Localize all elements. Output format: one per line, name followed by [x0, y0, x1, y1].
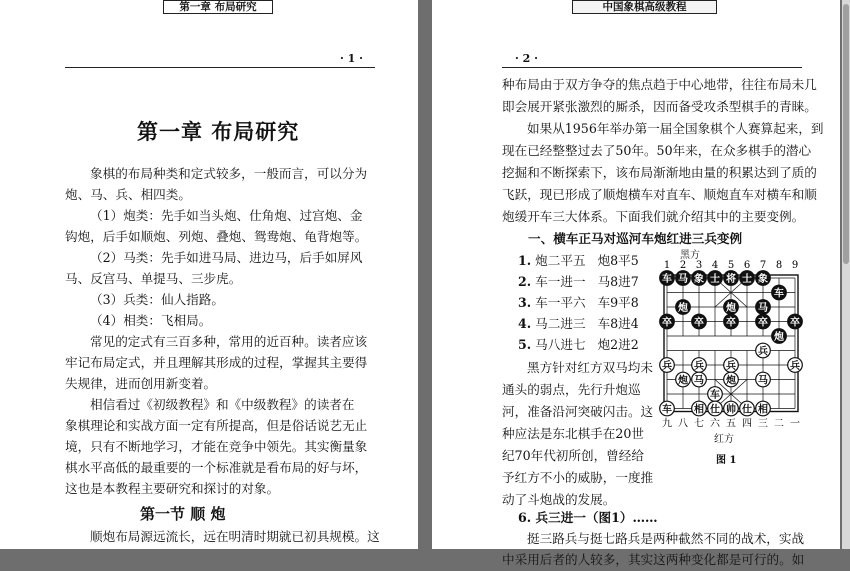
file-number-top: 3: [695, 260, 703, 271]
move-number: 5.: [518, 337, 532, 352]
file-number-top: 6: [743, 260, 751, 271]
piece-label: 相: [758, 404, 768, 416]
black-move: 马8进7: [597, 274, 639, 289]
paragraph: 种布局由于双方争夺的焦点趋于中心地带，往往布局未几: [502, 77, 817, 92]
piece-label: 象: [694, 273, 704, 285]
file-number-bottom: 二: [774, 418, 784, 430]
red-move: 马二进三: [535, 316, 586, 331]
paragraph: 现在已经整整过去了50年。50年来，在众多棋手的潜心: [502, 143, 812, 158]
black-move: 炮8平5: [597, 253, 639, 268]
header-rule: [65, 67, 375, 68]
piece-label: 车: [662, 404, 672, 416]
right-page: [432, 0, 840, 567]
black-move: 炮2进2: [597, 337, 639, 352]
piece-label: 卒: [726, 317, 736, 329]
piece-label: 炮: [726, 375, 736, 387]
piece-label: 相: [694, 404, 704, 416]
red-move: 车一进一: [535, 274, 586, 289]
piece-label: 卒: [790, 317, 800, 329]
comment-line: 予红方不小的威胁，一度推: [502, 470, 654, 485]
piece-label: 士: [742, 273, 752, 285]
piece-label: 帅: [726, 404, 736, 416]
header-book-title: 中国象棋高级教程: [602, 1, 687, 13]
file-number-top: 4: [711, 260, 719, 271]
file-number-bottom: 一: [790, 418, 800, 430]
xiangqi-board: [656, 258, 806, 428]
paragraph: 中采用后者的人较多，其实这两种变化都是可行的。如: [502, 552, 805, 567]
black-side-label: 黑方: [680, 250, 700, 261]
move-line: [518, 313, 639, 334]
piece-label: 炮: [774, 331, 784, 343]
piece-label: 卒: [694, 317, 704, 329]
comment-line: 通头的弱点，先行升炮巡: [502, 382, 641, 397]
move-number: 2.: [518, 274, 532, 289]
piece-label: 兵: [694, 360, 704, 372]
piece-label: 炮: [678, 302, 688, 314]
file-number-top: 5: [727, 260, 735, 271]
piece-label: 马: [694, 375, 704, 387]
paragraph: 如果从1956年举办第一届全国象棋个人赛算起来，到: [527, 121, 824, 136]
file-number-bottom: 三: [758, 418, 768, 430]
chapter-title: 第一章 布局研究: [137, 119, 300, 144]
paragraph: 挺三路兵与挺七路兵是两种截然不同的战术，实战: [527, 531, 805, 546]
scrollbar-thumb[interactable]: [843, 4, 849, 264]
move-line: [518, 292, 639, 313]
paragraph: （2）马类：先手如进马局、进边马，后手如屏风: [90, 250, 363, 265]
paragraph: 境，只有不断地学习，才能在竞争中领先。其实衡量象: [65, 439, 368, 454]
file-number-bottom: 九: [662, 418, 672, 430]
file-number-bottom: 六: [710, 418, 720, 430]
piece-label: 车: [774, 288, 784, 300]
paragraph: 相信看过《初级教程》和《中级教程》的读者在: [90, 397, 355, 412]
red-move: 车一平六: [535, 295, 586, 310]
left-page: [0, 0, 418, 549]
comment-line: 种应法是东北棋手在20世: [502, 426, 644, 441]
header-book-box: [572, 0, 717, 14]
piece-label: 士: [710, 273, 720, 285]
file-number-top: 9: [791, 260, 799, 271]
paragraph: 这也是本教程主要研究和探讨的对象。: [65, 481, 280, 496]
paragraph: 象棋的布局种类和定式较多，一般而言，可以分为: [90, 166, 368, 181]
paragraph: 即会展开紧张激烈的厮杀，因而备受攻杀型棋手的青睐。: [502, 99, 817, 114]
move-number: 1.: [518, 253, 532, 268]
file-number-bottom: 七: [694, 418, 704, 430]
piece-label: 炮: [726, 302, 736, 314]
file-number-top: 7: [759, 260, 767, 271]
black-move: 车9平8: [597, 295, 639, 310]
piece-label: 仕: [742, 404, 752, 416]
piece-label: 仕: [710, 404, 720, 416]
comment-line: 河，准备沿河突破闪击。这: [502, 404, 654, 419]
move-line: [518, 334, 639, 355]
piece-label: 卒: [758, 317, 768, 329]
header-chapter: 第一章 布局研究: [179, 1, 257, 13]
paragraph: 挖掘和不断探索下，该布局渐渐地由量的积累达到了质的: [502, 165, 817, 180]
paragraph: （1）炮类：先手如当头炮、仕角炮、过宫炮、金: [90, 208, 363, 223]
piece-label: 兵: [790, 360, 800, 372]
piece-label: 兵: [758, 346, 768, 358]
page-number: · 1 ·: [340, 52, 363, 65]
piece-label: 兵: [726, 360, 736, 372]
file-number-top: 2: [679, 260, 687, 271]
paragraph: （4）相类：飞相局。: [90, 313, 212, 328]
piece-label: 卒: [662, 317, 672, 329]
paragraph: （3）兵类：仙人指路。: [90, 292, 224, 307]
paragraph: 顺炮布局源远流长，远在明清时期就已初具规模。这: [90, 529, 380, 544]
comment-line: 动了斗炮战的发展。: [502, 492, 616, 507]
subsection-title: 一、横车正马对巡河车炮红进三兵变例: [528, 231, 743, 246]
piece-label: 将: [726, 273, 736, 285]
paragraph: 失规律，进而创用新变着。: [65, 376, 217, 391]
section-title: 第一节 顺 炮: [140, 505, 226, 523]
move-six: 6. 兵三进一（图1）……: [518, 510, 658, 525]
paragraph: 飞跃，现已形成了顺炮横车对直车、顺炮直车对横车和顺: [502, 187, 817, 202]
move-line: [518, 271, 639, 292]
red-side-label: 红方: [714, 434, 734, 445]
paragraph: 常见的定式有三百多种，常用的近百种。读者应该: [90, 334, 368, 349]
figure-caption: 图 1: [716, 455, 737, 466]
paragraph: 钩炮，后手如顺炮、列炮、叠炮、鸳鸯炮、龟背炮等。: [65, 229, 368, 244]
paragraph: 炮、马、兵、相四类。: [65, 187, 191, 202]
black-move: 车8进4: [597, 316, 639, 331]
move-number: 4.: [518, 316, 532, 331]
header-chapter-box: [163, 0, 273, 14]
piece-label: 车: [710, 389, 720, 401]
piece-label: 象: [758, 273, 768, 285]
piece-label: 炮: [678, 375, 688, 387]
paragraph: 象棋理论和实战方面一定有所提高，但是俗话说艺无止: [65, 418, 368, 433]
comment-line: 黑方针对红方双马均未: [527, 360, 653, 375]
file-number-bottom: 五: [726, 418, 736, 430]
piece-label: 马: [678, 273, 688, 285]
piece-label: 马: [758, 302, 768, 314]
paragraph: 马、反宫马、单提马、三步虎。: [65, 271, 242, 286]
page-number: · 2 ·: [515, 52, 538, 65]
paragraph: 牢记布局定式，并且理解其形成的过程，掌握其主要得: [65, 355, 368, 370]
red-move: 马八进七: [535, 337, 586, 352]
piece-label: 马: [758, 375, 768, 387]
comment-line: 纪70年代初所创，曾经给: [502, 448, 644, 463]
red-move: 炮二平五: [535, 253, 586, 268]
move-number: 3.: [518, 295, 532, 310]
paragraph: 炮缓开车三大体系。下面我们就介绍其中的主要变例。: [502, 209, 805, 224]
file-number-bottom: 四: [742, 418, 752, 430]
file-number-top: 1: [663, 260, 671, 271]
file-number-top: 8: [775, 260, 783, 271]
piece-label: 兵: [662, 360, 672, 372]
header-rule: [502, 67, 802, 68]
piece-label: 车: [662, 273, 672, 285]
paragraph: 棋水平高低的最重要的一个标准就是看布局的好与坏，: [65, 460, 368, 475]
file-number-bottom: 八: [678, 418, 688, 430]
move-line: [518, 250, 639, 271]
